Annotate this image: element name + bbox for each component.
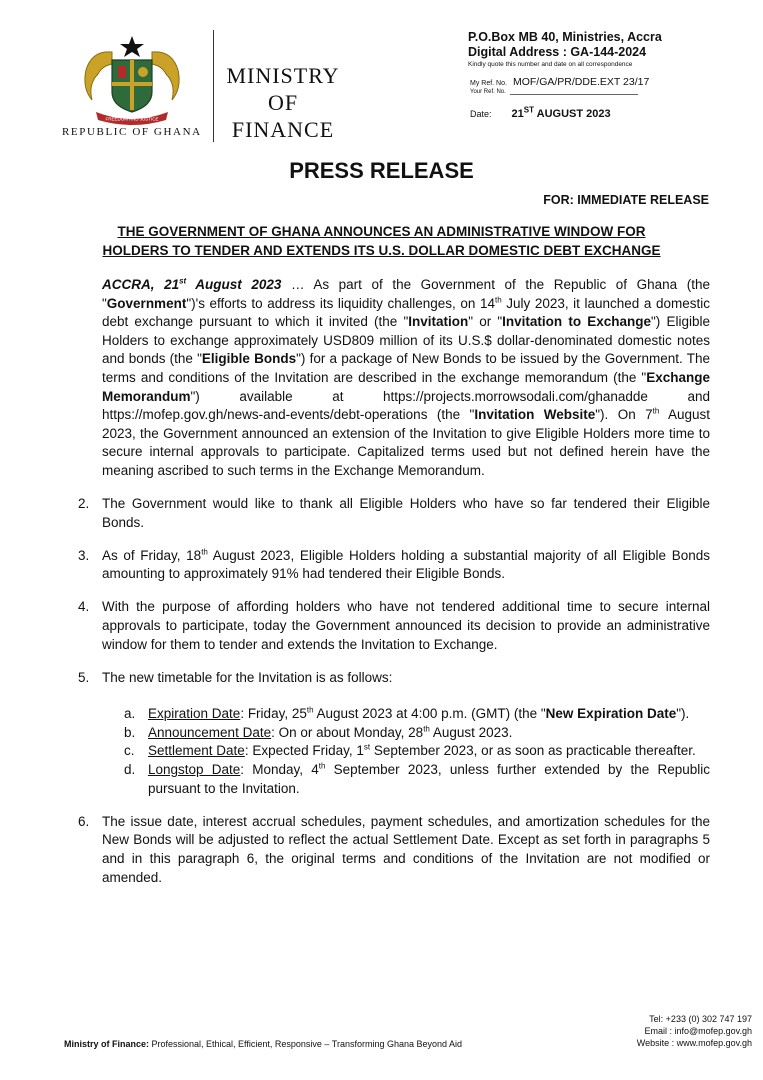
footer-tel: Tel: +233 (0) 302 747 197	[649, 1014, 752, 1024]
letter-date	[470, 105, 611, 120]
date-label: Date:	[470, 109, 492, 119]
timetable-list	[124, 705, 710, 798]
ministry-line2: OF	[267, 90, 299, 115]
my-ref-value: MOF/GA/PR/DDE.EXT 23/17	[512, 76, 650, 88]
timetable-item-d: d. Longstop Date: Monday, 4th September 2023, unless further extended by the Republic pursuant to the Invitation.	[124, 761, 710, 796]
paragraph-number: 6.	[78, 813, 90, 829]
crest-motto-text: FREEDOM AND JUSTICE	[105, 116, 159, 122]
my-ref	[470, 76, 649, 88]
footer-motto	[64, 1039, 462, 1049]
page-title: PRESS RELEASE	[289, 158, 474, 183]
ministry-line1: MINISTRY	[226, 63, 340, 88]
paragraph-1: ACCRA, 21st August 2023 … As part of the Government of the Republic of Ghana (the "Government")'s efforts to address its liquidity challenges, on 14th July 2023, it launched a domestic debt exchange pursuant to which it invited (the "Invitation" or "Invitation to Exchange") Eligible Holders to exchange approximately USD809 million of its U.S.$ dollar-denominated domestic notes and bonds (the "Eligible Bonds") for a package of New Bonds to be issued by the Government. The terms and conditions of the Invitation are described in the exchange memorandum (the "Exchange Memorandum") available at https://projects.morrowsodali.com/ghanadde and https://mofep.gov.gh/news-and-events/debt-operations (the "Invitation Website"). On 7th August 2023, the Government announced an extension of the Invitation to give Eligible Holders more time to secure internal approvals to participate. Capitalized terms used but not defined herein have the meaning ascribed to such terms in the Exchange Memorandum.	[102, 276, 711, 478]
postal-address: P.O.Box MB 40, Ministries, Accra	[468, 30, 662, 44]
headline-line2: HOLDERS TO TENDER AND EXTENDS ITS U.S. DOLLAR DOMESTIC DEBT EXCHANGE	[102, 243, 661, 258]
header-divider	[213, 30, 214, 142]
paragraph-number: 5.	[78, 669, 90, 685]
press-release-body	[78, 276, 711, 902]
digital-address: Digital Address : GA-144-2024	[468, 45, 647, 59]
paragraph-number: 2.	[78, 496, 90, 512]
footer-contacts	[637, 1013, 752, 1049]
dateline: ACCRA, 21	[102, 277, 180, 292]
paragraph-number: 3.	[78, 547, 90, 563]
your-ref	[470, 89, 638, 95]
footer-org: Ministry of Finance:	[64, 1039, 150, 1049]
paragraph-4: 4. With the purpose of affording holders who have not tendered additional time to secure internal approvals to participate, today the Government announced its decision to provide an administrative window for them to tender and extends the Invitation to Exchange.	[78, 599, 710, 652]
my-ref-label: My Ref. No.	[470, 80, 507, 87]
address-block	[468, 30, 662, 69]
for-immediate-release: FOR: IMMEDIATE RELEASE	[543, 193, 709, 207]
footer-website: Website : www.mofep.gov.gh	[636, 1038, 752, 1048]
quote-note: Kindly quote this number and date on all correspondence	[468, 61, 633, 68]
ministry-line3: FINANCE	[231, 117, 335, 142]
paragraph-number: 4.	[78, 599, 90, 615]
footer-email: Email : info@mofep.gov.gh	[644, 1026, 752, 1036]
your-ref-label: Your Ref. No.	[470, 89, 506, 95]
ministry-of-finance-wordmark	[218, 62, 348, 143]
timetable-item-c: c. Settlement Date: Expected Friday, 1st September 2023, or as soon as practicable thereafter.	[124, 742, 696, 759]
republic-of-ghana-label: REPUBLIC OF GHANA	[62, 126, 202, 138]
timetable-item-a: a. Expiration Date: Friday, 25th August 2023 at 4:00 p.m. (GMT) (the "New Expiration Date").	[124, 705, 690, 722]
paragraph-3: 3. As of Friday, 18th August 2023, Eligible Holders holding a substantial majority of all Eligible Bonds amounting to approximately 91% had tendered their Eligible Bonds.	[78, 547, 710, 582]
paragraph-6: 6. The issue date, interest accrual schedules, payment schedules, and amortization schedules for the New Bonds will be adjusted to reflect the actual Settlement Date. Except as set forth in paragraphs 5 and in this paragraph 6, the original terms and conditions of the Invitation are not modified or amended.	[78, 813, 710, 885]
date-value: 21ST AUGUST 2023	[511, 105, 611, 120]
your-ref-blank-line	[510, 94, 638, 95]
paragraph-2: 2. The Government would like to thank all Eligible Holders who have so far tendered their Eligible Bonds.	[78, 496, 710, 530]
headline-line1: THE GOVERNMENT OF GHANA ANNOUNCES AN ADMINISTRATIVE WINDOW FOR	[117, 224, 646, 239]
ghana-coat-of-arms-logo	[72, 30, 192, 130]
headline	[40, 222, 723, 260]
paragraph-5: 5. The new timetable for the Invitation is as follows:	[102, 669, 710, 688]
footer-motto-text: Professional, Ethical, Efficient, Responsive – Transforming Ghana Beyond Aid	[149, 1039, 463, 1049]
timetable-item-b: b. Announcement Date: On or about Monday, 28th August 2023.	[124, 724, 513, 740]
